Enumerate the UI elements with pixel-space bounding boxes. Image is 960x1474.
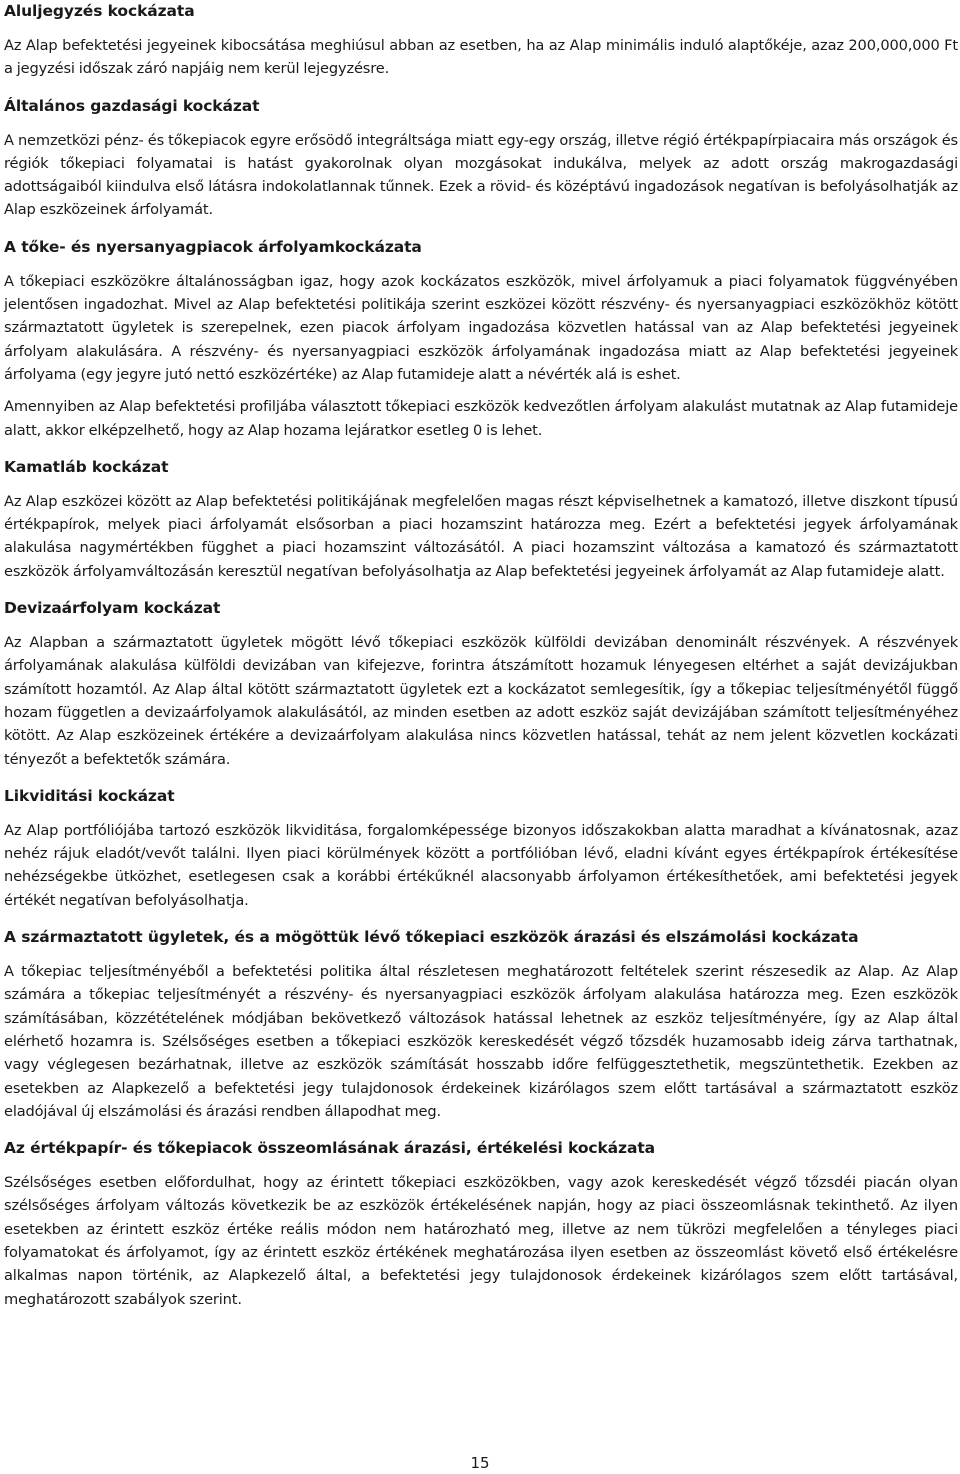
- page-number: 15: [470, 1454, 490, 1472]
- section-altalanos-gazdasagi: [4, 95, 958, 222]
- section-paragraph: Amennyiben az Alap befektetési profiljába választott tőkepiaci eszközök kedvezőtlen árfolyam alakulást mutatnak az Alap futamideje alatt, akkor elképzelhető, hogy az Alap hozama lejáratkor esetleg 0 is lehet.: [4, 398, 958, 439]
- section-aluljegyzes: [4, 0, 958, 81]
- section-toke-nyersanyag: [4, 236, 958, 442]
- section-title: Likviditási kockázat: [4, 786, 175, 805]
- section-paragraph: A nemzetközi pénz- és tőkepiacok egyre erősödő integráltsága miatt egy-egy ország, illetve régió értékpapírpiacaira más országok és régiók tőkepiaci folyamatai is hatást gyakorolnak olyan mozgásokat indukálva, melyek az adott ország makrogazdasági adottságaiból kiindulva első látásra indokolatlannak tűnnek. Ezek a rövid- és középtávú ingadozások negatívan is befolyásolhatják az Alap eszközeinek árfolyamát.: [4, 131, 958, 219]
- section-paragraph: Az Alapban a származtatott ügyletek mögött lévő tőkepiaci eszközök külföldi devizában denominált részvények. A részvények árfolyamának alakulása külföldi devizában van kifejezve, forintra átszámított hozamuk lényegesen eltérhet a saját devizájukban számított hozamtól. Az Alap által kötött származtatott ügyletek ezt a kockázatot semlegesítik, így a tőkepiac teljesítményétől függő hozam független a devizaárfolyamok alakulásától, az minden esetben az adott eszköz saját devizájában számított teljesítményéhez kötött. Az Alap eszközeinek értékére a devizaárfolyam alakulása nincs közvetlen hatással, tehát az nem jelent közvetlen kockázati tényezőt a befektetők számára.: [4, 634, 958, 768]
- document-page: [4, 0, 958, 1311]
- section-title: Kamatláb kockázat: [4, 457, 169, 476]
- section-devizaarfolyam: [4, 597, 958, 771]
- section-kamatlab: [4, 456, 958, 583]
- section-paragraph: Az Alap befektetési jegyeinek kibocsátása meghiúsul abban az esetben, ha az Alap minimális induló alaptőkéje, azaz 200,000,000 Ft a jegyzési időszak záró napjáig nem kerül lejegyzésre.: [4, 37, 958, 78]
- section-paragraph: Szélsőséges esetben előfordulhat, hogy az érintett tőkepiaci eszközökben, vagy azok kereskedését végző tőzsdéi piacán olyan szélsőséges árfolyam változás következik be az eszközök értékelésének napján, hogy az piaci összeomlásnak tekinthető. Az ilyen esetekben az érintett eszköz értéke reális módon nem határozható meg, illetve az nem tükrözi megfelelően a tényleges piaci folyamatokat és árfolyamot, így az érintett eszköz értékének meghatározása ilyen esetben az összeomlást követő első értékelésre alkalmas napon történik, az Alapkezelő által, a befektetési jegy tulajdonosok érdekeinek kizárólagos szem előtt tartásával, meghatározott szabályok szerint.: [4, 1174, 958, 1308]
- section-title: Az értékpapír- és tőkepiacok összeomlásának árazási, értékelési kockázata: [4, 1139, 655, 1158]
- section-paragraph: Az Alap portfóliójába tartozó eszközök likviditása, forgalomképessége bizonyos időszakokban alatta maradhat a kívánatosnak, azaz nehéz rájuk eladót/vevőt találni. Ilyen piaci körülmények között a portfólióban lévő, eladni kívánt egyes értékpapírok értékesítése nehézségekbe ütközhet, esetlegesen csak a korábbi értékűknél alacsonyabb árfolyamon értékesíthetőek, ami befektetési jegyek értékét negatívan befolyásolhatja.: [4, 821, 958, 909]
- section-likviditasi: [4, 785, 958, 912]
- section-paragraph: Az Alap eszközei között az Alap befektetési politikájának megfelelően magas részt képviselhetnek a kamatozó, illetve diszkont típusú értékpapírok, melyek piaci árfolyamát elsősorban a piaci hozamszint határozza meg. Ezért a befektetési jegyek árfolyamának alakulása nagymértékben függhet a piaci hozamszint változásától. A piaci hozamszint változása a kamatozó és származtatott eszközök árfolyamváltozásán keresztül negatívan befolyásolhatja az Alap befektetési jegyeinek árfolyamát az Alap futamideje alatt.: [4, 492, 958, 580]
- section-paragraph: A tőkepiac teljesítményéből a befektetési politika által részletesen meghatározott feltételek szerint részesedik az Alap. Az Alap számára a tőkepiac teljesítményét a részvény- és nyersanyagpiaci eszközök árfolyam alakulása határozza meg. Ezen eszközök számításában, közzétételének módjában bekövetkező változások hatással lehetnek az eszköz teljesítményére, így az Alap által elérhető hozamra is. Szélsőséges esetben a tőkepiaci eszközök kereskedését végző tőzsdék huzamosabb ideig zárva tarthatnak, vagy véglegesen bezárhatnak, illetve az eszközök számítását hosszabb időre felfüggesztethetik, megszüntethetik. Ezekben az esetekben az Alapkezelő a befektetési jegy tulajdonosok érdekeinek kizárólagos szem előtt tartásával a származtatott eszköz eladójával új elszámolási és árazási rendben állapodhat meg.: [4, 963, 958, 1120]
- section-title: A tőke- és nyersanyagpiacok árfolyamkockázata: [4, 237, 422, 256]
- section-paragraph: A tőkepiaci eszközökre általánosságban igaz, hogy azok kockázatos eszközök, mivel árfolyamuk a piaci folyamatok függvényében jelentősen ingadozhat. Mivel az Alap befektetési politikája szerint eszközei között részvény- és nyersanyagpiaci eszközökhöz kötött származtatott ügyletek is szerepelnek, ezen piacok árfolyam ingadozása közvetlen hatással van az Alap befektetési jegyeinek árfolyam alakulására. A részvény- és nyersanyagpiaci eszközök árfolyamának ingadozása miatt az Alap befektetési jegyeinek árfolyama (egy jegyre jutó nettó eszközértéke) az Alap futamideje alatt a névérték alá is eshet.: [4, 272, 958, 383]
- section-title: Általános gazdasági kockázat: [4, 96, 260, 115]
- section-osszeomlas: [4, 1137, 958, 1311]
- section-title: Devizaárfolyam kockázat: [4, 599, 221, 618]
- section-title: A származtatott ügyletek, és a mögöttük lévő tőkepiaci eszközök árazási és elszámolási kockázata: [4, 928, 859, 947]
- section-title: Aluljegyzés kockázata: [4, 2, 195, 20]
- section-szarmaztatott-ugyletek: [4, 926, 958, 1123]
